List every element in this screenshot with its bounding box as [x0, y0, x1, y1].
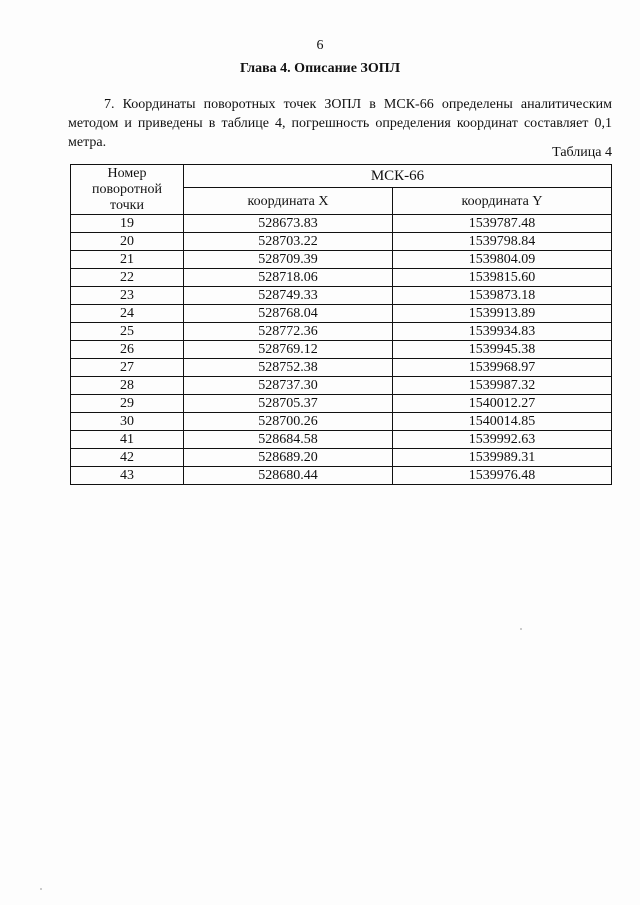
table-row [71, 431, 612, 449]
table-row [71, 269, 612, 287]
coordinate-x-cell: 528772.36 [184, 323, 393, 341]
table-caption: Таблица 4 [552, 145, 612, 160]
scan-speck [40, 888, 42, 890]
coordinate-x-cell: 528673.83 [184, 215, 393, 233]
table-body [71, 215, 612, 485]
scan-speck [520, 628, 522, 630]
coordinate-y-cell: 1539804.09 [393, 251, 612, 269]
chapter-title: Глава 4. Описание ЗОПЛ [239, 61, 401, 76]
coordinate-y-cell: 1540012.27 [393, 395, 612, 413]
header-coordinate-x: координата X [184, 188, 393, 215]
point-number-cell: 27 [71, 359, 184, 377]
coordinate-y-cell: 1539798.84 [393, 233, 612, 251]
coordinate-x-cell: 528684.58 [184, 431, 393, 449]
point-number-cell: 30 [71, 413, 184, 431]
table-row [71, 359, 612, 377]
table-header-row [71, 165, 612, 188]
coordinate-y-cell: 1539976.48 [393, 467, 612, 485]
table-row [71, 413, 612, 431]
header-coordinate-y: координата Y [393, 188, 612, 215]
point-number-cell: 23 [71, 287, 184, 305]
coordinate-y-cell: 1539989.31 [393, 449, 612, 467]
table-row [71, 233, 612, 251]
coordinate-y-cell: 1539815.60 [393, 269, 612, 287]
coordinate-x-cell: 528700.26 [184, 413, 393, 431]
coordinate-y-cell: 1539992.63 [393, 431, 612, 449]
coordinate-y-cell: 1539913.89 [393, 305, 612, 323]
coordinate-x-cell: 528705.37 [184, 395, 393, 413]
coordinate-x-cell: 528689.20 [184, 449, 393, 467]
point-number-cell: 26 [71, 341, 184, 359]
coordinate-y-cell: 1539945.38 [393, 341, 612, 359]
coordinate-x-cell: 528752.38 [184, 359, 393, 377]
page-number: 6 [316, 38, 324, 53]
table-row [71, 287, 612, 305]
point-number-cell: 28 [71, 377, 184, 395]
coordinate-y-cell: 1539873.18 [393, 287, 612, 305]
coordinate-y-cell: 1539934.83 [393, 323, 612, 341]
coordinate-y-cell: 1539987.32 [393, 377, 612, 395]
coordinate-x-cell: 528680.44 [184, 467, 393, 485]
table-row [71, 377, 612, 395]
table-row [71, 395, 612, 413]
header-coordinate-system: МСК-66 [184, 165, 612, 188]
table-row [71, 251, 612, 269]
point-number-cell: 20 [71, 233, 184, 251]
table-row [71, 449, 612, 467]
table-row [71, 323, 612, 341]
coordinate-x-cell: 528737.30 [184, 377, 393, 395]
point-number-cell: 29 [71, 395, 184, 413]
header-point-number: Номер поворотной точки [71, 165, 184, 215]
coordinate-y-cell: 1540014.85 [393, 413, 612, 431]
coordinate-x-cell: 528709.39 [184, 251, 393, 269]
coordinate-y-cell: 1539787.48 [393, 215, 612, 233]
body-paragraph: 7. Координаты поворотных точек ЗОПЛ в МСК-66 определены аналитическим методом и приведены в таблице 4, погрешность определения координат составляет 0,1 метра. [68, 97, 612, 150]
point-number-cell: 19 [71, 215, 184, 233]
point-number-cell: 22 [71, 269, 184, 287]
table-row [71, 305, 612, 323]
coordinate-y-cell: 1539968.97 [393, 359, 612, 377]
point-number-cell: 43 [71, 467, 184, 485]
coordinate-x-cell: 528718.06 [184, 269, 393, 287]
table-row [71, 341, 612, 359]
point-number-cell: 41 [71, 431, 184, 449]
point-number-cell: 25 [71, 323, 184, 341]
coordinate-x-cell: 528769.12 [184, 341, 393, 359]
point-number-cell: 21 [71, 251, 184, 269]
point-number-cell: 24 [71, 305, 184, 323]
point-number-cell: 42 [71, 449, 184, 467]
coordinate-x-cell: 528749.33 [184, 287, 393, 305]
coordinate-x-cell: 528768.04 [184, 305, 393, 323]
coordinates-table [70, 164, 612, 485]
table-row [71, 467, 612, 485]
coordinate-x-cell: 528703.22 [184, 233, 393, 251]
table-row [71, 215, 612, 233]
